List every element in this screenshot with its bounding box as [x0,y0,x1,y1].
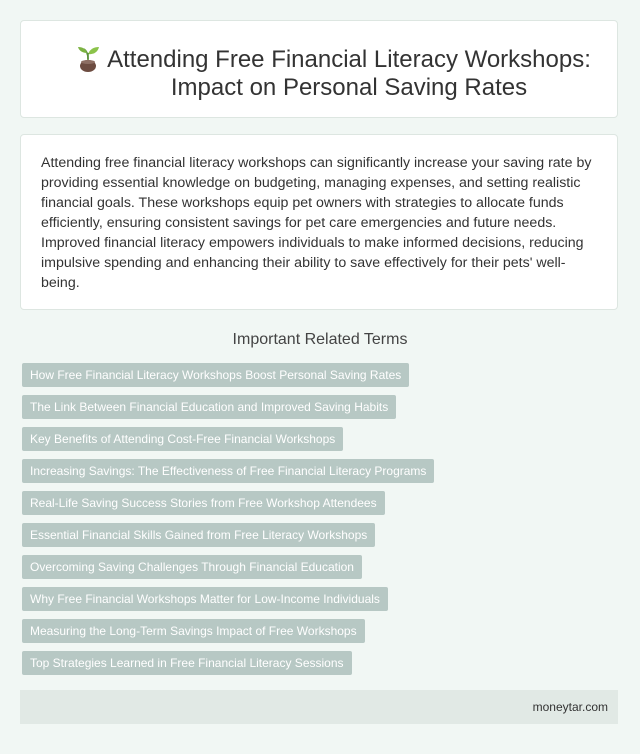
related-term-tag[interactable]: Essential Financial Skills Gained from Free Literacy Workshops [22,523,375,547]
related-term-tag[interactable]: Top Strategies Learned in Free Financial Literacy Sessions [22,651,352,675]
related-term-tag[interactable]: Why Free Financial Workshops Matter for Low-Income Individuals [22,587,388,611]
related-term-tag[interactable]: Increasing Savings: The Effectiveness of Free Financial Literacy Programs [22,459,434,483]
title-card [20,20,618,118]
related-terms-heading: Important Related Terms [232,331,408,348]
footer-site-link[interactable]: moneytar.com [532,700,608,714]
related-term-tag[interactable]: Real-Life Saving Success Stories from Free Workshop Attendees [22,491,385,515]
related-term-tag[interactable]: How Free Financial Literacy Workshops Boost Personal Saving Rates [22,363,409,387]
related-term-tag[interactable]: The Link Between Financial Education and Improved Saving Habits [22,395,396,419]
summary-card [20,134,618,310]
related-term-tag[interactable]: Overcoming Saving Challenges Through Financial Education [22,555,362,579]
page-title: Attending Free Financial Literacy Workshops: Impact on Personal Saving Rates [107,46,591,101]
related-term-tag[interactable]: Key Benefits of Attending Cost-Free Financial Workshops [22,427,343,451]
related-terms-list [22,363,622,683]
footer-bar [20,690,618,724]
summary-text: Attending free financial literacy workshops can significantly increase your saving rate by providing essential knowledge on budgeting, managing expenses, and setting realistic financial goals. These workshops equip pet owners with strategies to allocate funds efficiently, ensuring consistent savings for pet care emergencies and future needs. Improved financial literacy empowers individuals to make informed decisions, reducing impulsive spending and enhancing their ability to save effectively for their pets' well-being. [41,155,592,291]
related-term-tag[interactable]: Measuring the Long-Term Savings Impact of Free Workshops [22,619,365,643]
